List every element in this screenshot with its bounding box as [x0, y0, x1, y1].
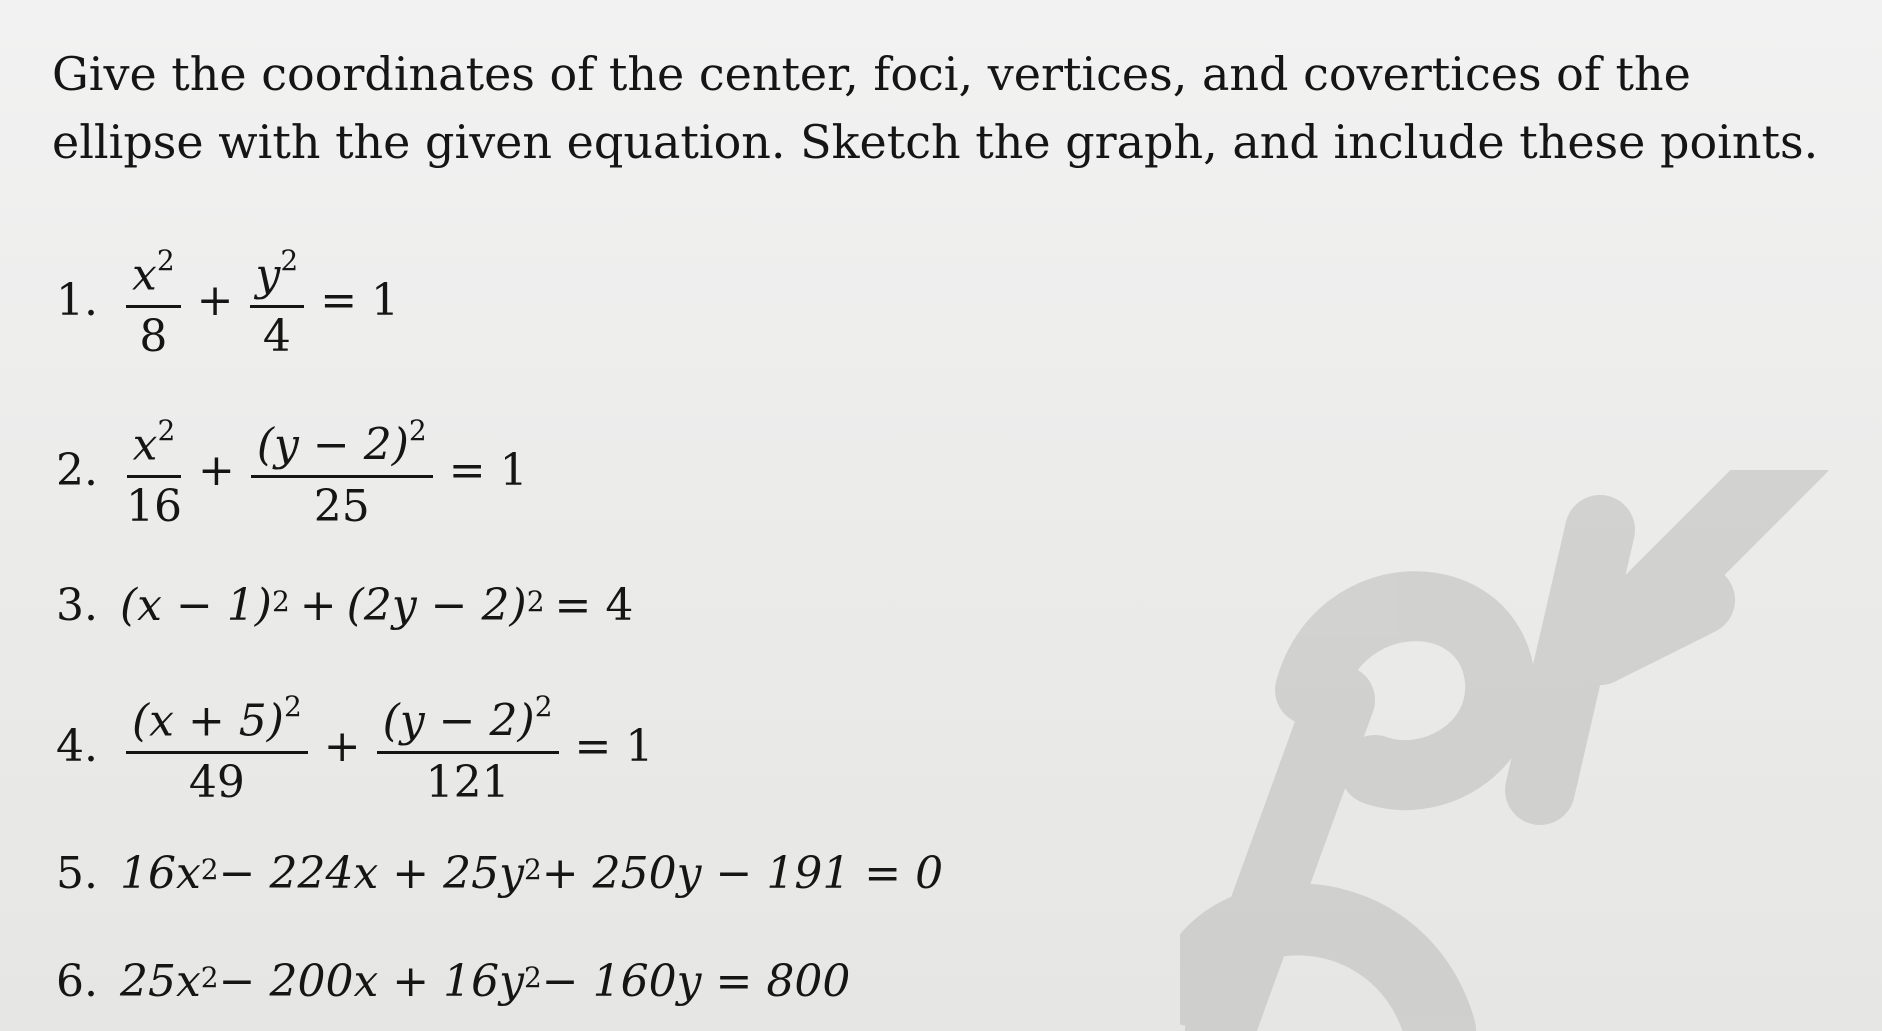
instructions-text: Give the coordinates of the center, foci, vertices, and covertices of the ellipse with the given equation. Sketch the graph, and include these points. — [52, 47, 1819, 169]
problem-2: 2. $\frac{x^2}{16}$ + $\frac{(y - 2)^2}{25}$ = 1 — [56, 410, 538, 532]
problem-number: 5. — [56, 848, 98, 899]
problem-4: 4. $\frac{(x + 5)^2}{49}$ + $\frac{(y - 2)^2}{121}$ = 1 — [56, 686, 663, 808]
problem-5: 5. 16x $^2$ − 224x + 25y $^2$ + 250y − 191 = 0 — [56, 848, 944, 899]
problem-number: 2. — [56, 445, 98, 497]
problem-number: 1. — [56, 275, 98, 327]
problem-number: 4. — [56, 721, 98, 773]
fraction: $\frac{(y - 2)^2}{121}$ — [377, 686, 559, 808]
equation-rhs: = 1 — [574, 721, 654, 773]
problem-3: 3. (x − 1) $^2$ + (2y − 2) $^2$ = 4 — [56, 580, 634, 631]
problem-number: 6. — [56, 956, 98, 1007]
fraction: $\frac{x^2}{8}$ — [126, 240, 181, 362]
fraction: $\frac{x^2}{16}$ — [126, 410, 182, 532]
copy-watermark — [1180, 470, 1880, 1031]
equation-rhs: = 4 — [554, 580, 634, 631]
fraction: $\frac{(y - 2)^2}{25}$ — [251, 410, 433, 532]
equation-rhs: = 1 — [448, 445, 528, 497]
problem-number: 3. — [56, 580, 98, 631]
equation-rhs: = 1 — [320, 275, 400, 327]
problem-6: 6. 25x $^2$ − 200x + 16y $^2$ − 160y = 800 — [56, 956, 851, 1007]
problem-1: 1. $\frac{x^2}{8}$ + $\frac{y^2}{4}$ = 1 — [56, 240, 409, 362]
fraction: $\frac{(x + 5)^2}{49}$ — [126, 686, 308, 808]
fraction: $\frac{y^2}{4}$ — [250, 240, 305, 362]
